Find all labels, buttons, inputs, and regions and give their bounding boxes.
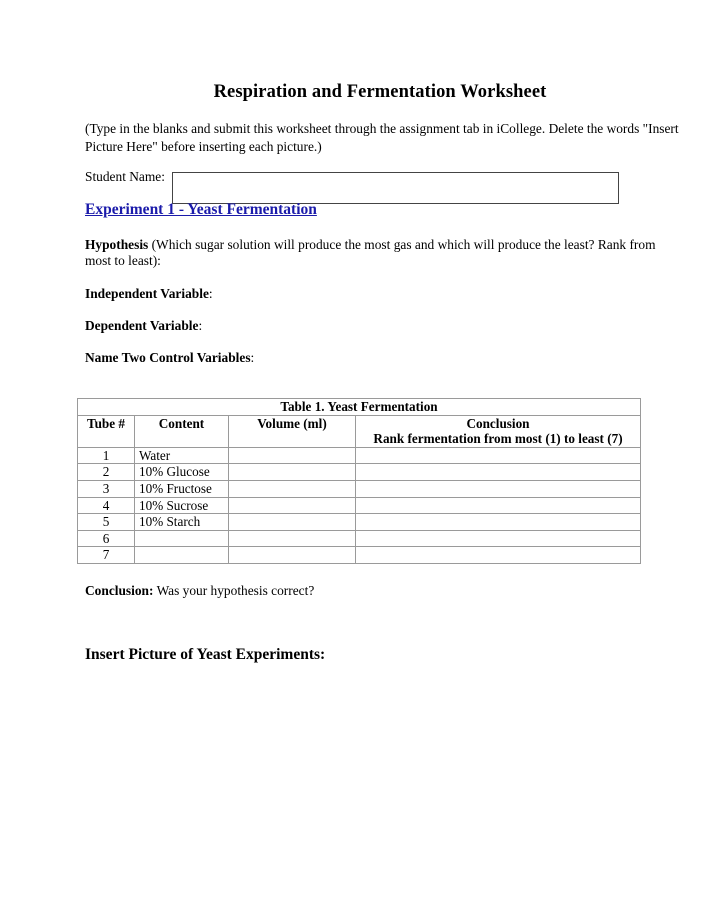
tube-number: 6 xyxy=(78,530,135,547)
header-volume: Volume (ml) xyxy=(229,415,356,447)
independent-variable-colon: : xyxy=(208,286,213,301)
rank-cell[interactable] xyxy=(356,480,641,497)
table-row xyxy=(78,530,641,547)
table-row xyxy=(78,514,641,531)
tube-content: 10% Glucose xyxy=(135,464,229,481)
header-tube: Tube # xyxy=(78,415,135,447)
hypothesis-paragraph[interactable] xyxy=(85,237,665,269)
conclusion-text: Was your hypothesis correct? xyxy=(153,583,315,598)
volume-cell[interactable] xyxy=(229,497,356,514)
volume-cell[interactable] xyxy=(229,514,356,531)
tube-number: 1 xyxy=(78,447,135,464)
table-caption: Table 1. Yeast Fermentation xyxy=(78,399,641,416)
tube-content[interactable] xyxy=(135,530,229,547)
volume-cell[interactable] xyxy=(229,530,356,547)
tube-content: 10% Starch xyxy=(135,514,229,531)
dependent-variable-label: Dependent Variable xyxy=(85,318,199,333)
table-row xyxy=(78,464,641,481)
conclusion-paragraph[interactable] xyxy=(85,583,665,599)
header-conclusion xyxy=(356,415,641,447)
yeast-fermentation-table-wrapper xyxy=(77,398,640,564)
tube-number: 3 xyxy=(78,480,135,497)
experiment-heading: Experiment 1 - Yeast Fermentation xyxy=(85,201,317,218)
rank-cell[interactable] xyxy=(356,530,641,547)
rank-cell[interactable] xyxy=(356,497,641,514)
table-row xyxy=(78,497,641,514)
hypothesis-text: (Which sugar solution will produce the most gas and which will produce the least? Rank from most to least): xyxy=(85,237,656,268)
rank-cell[interactable] xyxy=(356,447,641,464)
volume-cell[interactable] xyxy=(229,480,356,497)
student-name-label: Student Name: xyxy=(85,169,165,184)
rank-cell[interactable] xyxy=(356,547,641,564)
table-row xyxy=(78,447,641,464)
dependent-variable-paragraph[interactable] xyxy=(85,318,665,334)
rank-cell[interactable] xyxy=(356,464,641,481)
rank-cell[interactable] xyxy=(356,514,641,531)
header-content: Content xyxy=(135,415,229,447)
dependent-variable-colon: : xyxy=(198,318,203,333)
insert-picture-heading: Insert Picture of Yeast Experiments: xyxy=(85,646,326,663)
header-conclusion-line2: Rank fermentation from most (1) to least (7) xyxy=(373,431,623,447)
tube-number: 4 xyxy=(78,497,135,514)
control-variables-label: Name Two Control Variables xyxy=(85,350,251,365)
volume-cell[interactable] xyxy=(229,447,356,464)
independent-variable-label: Independent Variable xyxy=(85,286,209,301)
header-conclusion-line1: Conclusion xyxy=(466,415,530,431)
tube-content: Water xyxy=(135,447,229,464)
instructions-text: (Type in the blanks and submit this worksheet through the assignment tab in iCollege. Delete the words "Insert Picture Here" before inserting each picture.) xyxy=(85,121,679,154)
control-variables-colon: : xyxy=(250,350,255,365)
volume-cell[interactable] xyxy=(229,464,356,481)
tube-number: 7 xyxy=(78,547,135,564)
tube-number: 5 xyxy=(78,514,135,531)
table-row xyxy=(78,480,641,497)
tube-content: 10% Fructose xyxy=(135,480,229,497)
yeast-fermentation-table xyxy=(77,398,641,564)
volume-cell[interactable] xyxy=(229,547,356,564)
tube-number: 2 xyxy=(78,464,135,481)
table-row xyxy=(78,547,641,564)
tube-content[interactable] xyxy=(135,547,229,564)
hypothesis-label: Hypothesis xyxy=(85,237,149,252)
student-name-field[interactable] xyxy=(172,172,619,204)
page-title: Respiration and Fermentation Worksheet xyxy=(213,82,547,102)
control-variables-paragraph[interactable] xyxy=(85,350,665,366)
tube-content: 10% Sucrose xyxy=(135,497,229,514)
conclusion-label: Conclusion: xyxy=(85,583,154,598)
independent-variable-paragraph[interactable] xyxy=(85,286,665,302)
